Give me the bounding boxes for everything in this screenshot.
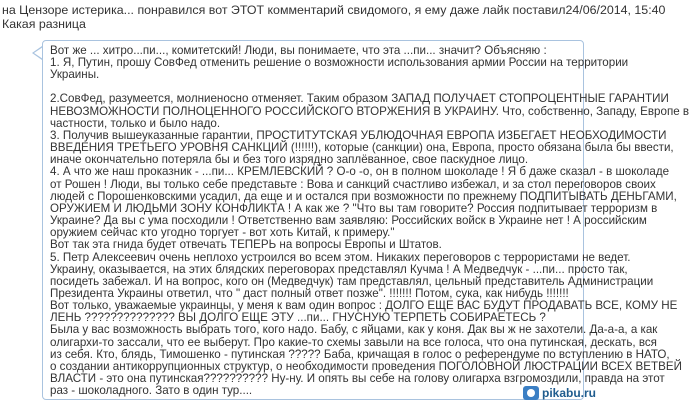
quote-line: Украине? Да вы с ума посходили ! Ответственно вам заявляю: Российских войск в Украине нет ! А российским [50, 214, 647, 228]
quote-line: Президента Украины ответил, что " даст полный ответ позже". !!!!!!! Потом, сука, как нибудь !!!!!!! [50, 286, 569, 300]
quote-line: НЕВОЗМОЖНОСТИ ПОЛНОЦЕННОГО РОССИЙСКОГО ВТОРЖЕНИЯ В УКРАИНУ. Что, собственно, Западу, Европе в [50, 104, 689, 118]
watermark [523, 386, 596, 400]
quote-line: оружием сейчас кто угодно торгует - вот хоть Китай, к примеру." [50, 226, 395, 240]
quote-line: Украину, оказывается, на этих блядских переговорах представлял Кучма ! А Медведчук - ...пи... просто так, [50, 262, 628, 276]
quote-line: 1. Я, Путин, прошу СовФед отменить решение о возможности использования армии России на территории [50, 56, 629, 70]
quote-line: из себя. Кто, блядь, Тимошенко - путинская ????? Баба, кричащая в голос о референдуме по вступлению в НАТО, [50, 347, 670, 361]
watermark-text: pikabu.ru [541, 386, 596, 400]
quote-line: посидеть забежал. И на вопрос, кого он (Медведчук) там представлял, цельный представитель Администрации [50, 274, 654, 288]
quote-line: 3. Получив вышеуказанные гарантии, ПРОСТИТУТСКАЯ УБЛЮДОЧНАЯ ЕВРОПА ИЗБЕГАЕТ НЕОБХОДИМОСТИ [50, 128, 667, 142]
pikabu-logo-icon [523, 386, 539, 400]
quote-line: ВВЕДЕНИЯ ТРЕТЬЕГО УРОВНЯ САНКЦИЙ (!!!!!!), которые (санкции) она, Европа, просто обязана была бы ввести, [50, 141, 674, 155]
quote-line: частности, только и было надо. [50, 116, 221, 130]
quote-line: Вот же ... хитро...пи..., комитетский! Люди, вы понимаете, что эта ...пи... значит? Объясняю : [50, 44, 547, 57]
comment-subtitle: Какая разница [2, 17, 86, 31]
quoted-comment-box [42, 40, 689, 400]
quote-line: ВЛАСТИ - это она путинская?????????? Ну-ну. И опять вы себе на голову олигарха взгромоздили, правда на этот [50, 372, 665, 386]
quote-line: от Рошен ! Люди, вы только себе представьте : Вова и санкций счастливо избежал, и за стол переговоров своих [50, 177, 656, 191]
quote-line: людей с Порошенковскими усадил, да еще и и остался при возможности по прежнему ПОДПИТЫВАТЬ ДЕНЬГАМИ, [50, 189, 677, 203]
quote-line: 4. А что же наш проказник - ...пи... КРЕМЛЕВСКИЙ ? О-о -о, он в полном шоколаде ! Я б даже сказал - в шоколаде [50, 165, 670, 179]
quote-paragraph [50, 44, 629, 82]
quoted-comment-text [50, 44, 689, 409]
comment-title: на Цензоре истерика... понравился вот ЭТОТ комментарий свидомого, я ему даже лайк поставил24/06/2014, 15:40 [2, 3, 666, 17]
quote-line: раз - шоколадного. Зато в один тур.... [50, 384, 253, 398]
quote-line: 5. Петр Алексеевич очень неплохо устроился во всем этом. Никаких переговоров с террористами не ведет. [50, 250, 631, 264]
quote-paragraph [50, 92, 689, 398]
quote-line: Была у вас возможность выбрать того, кого надо. Бабу, с яйцами, как у коня. Дак вы ж не захотели. Да-а-а, а как [50, 323, 658, 337]
quote-line: олигархи-то зассали, что ее выберут. Про какие-то схемы завыли на все голоса, что она путинская, дескать, вся [50, 335, 657, 349]
quote-line: Вот так эта гнида будет отвечать ТЕПЕРЬ на вопросы Европы и Штатов. [50, 238, 442, 252]
quote-line: Вот только, уважаемые украинцы, у меня к вам один вопрос : ДОЛГО ЕЩЕ ВАС БУДУТ ПРОДАВАТЬ ВСЕ, КОМУ НЕ [50, 299, 678, 313]
comment-header [2, 3, 665, 31]
quote-line: ЛЕНЬ ?????????????? ВЫ ДОЛГО ЕЩЕ ЭТУ ...пи... ГНУСНУЮ ТЕРПЕТЬ СОБИРАЕТЕСЬ ? [50, 311, 546, 325]
quote-line: иначе окончательно потеряла бы и без того изрядно заплёванное, свое паскудное лицо. [50, 153, 529, 167]
quote-line: ОРУЖИЕМ И ЛЮДЬМИ ЗОНУ КОНФЛИКТА ! А как же ? "Что вы там говорите? Россия подпитывает терроризм в [50, 201, 658, 215]
quote-line: Украины. [50, 68, 100, 82]
quote-line: о создании антикоррупционных структур, о необходимости проведения ПОГОЛОВНОЙ ЛЮСТРАЦИИ ВСЕХ ВЕТВЕЙ [50, 359, 682, 373]
quote-line: 2.СовФед, разумеется, молниеносно отменяет. Таким образом ЗАПАД ПОЛУЧАЕТ СТОПРОЦЕНТНЫЕ ГАРАНТИИ [50, 92, 669, 106]
